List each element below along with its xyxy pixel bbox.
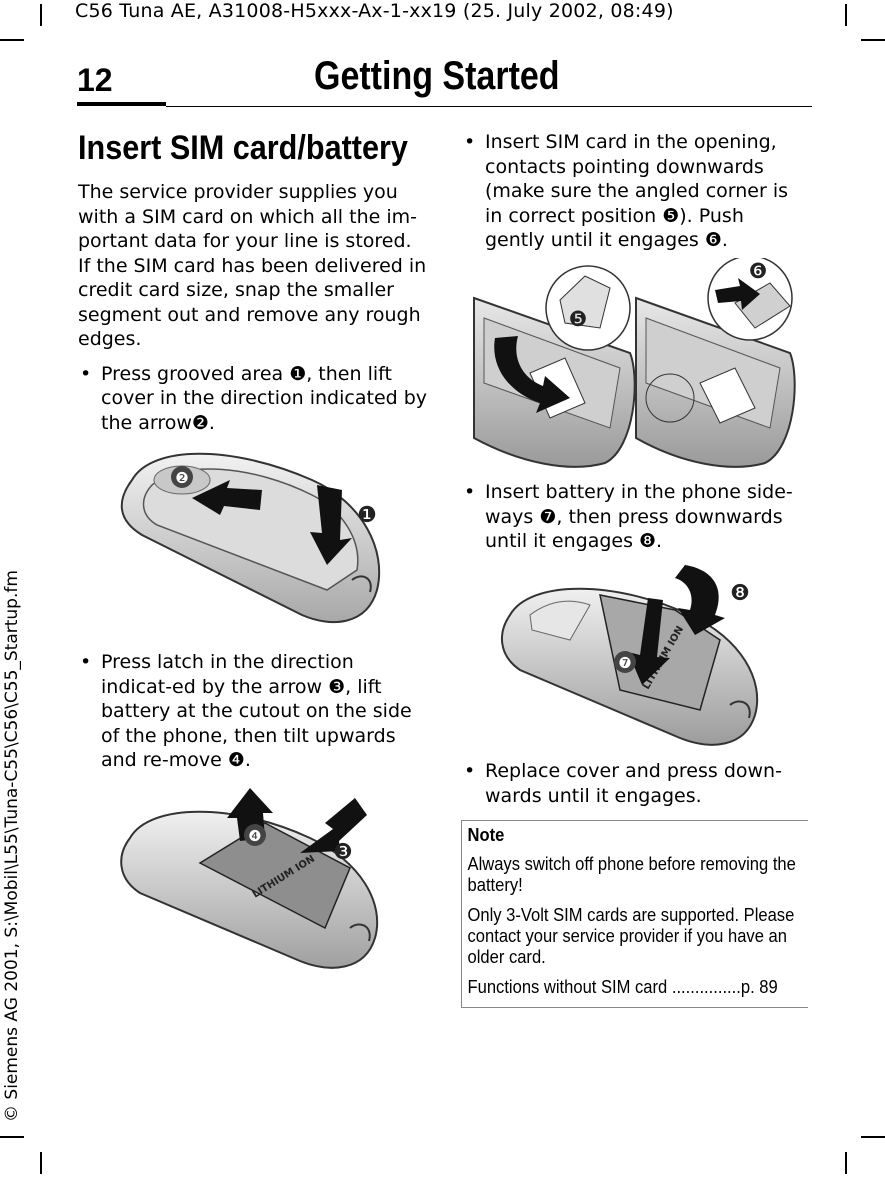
figure-insert-sim — [470, 258, 800, 470]
header-rule-thick — [77, 102, 166, 106]
instruction-bullet: • Insert SIM card in the opening, contacts pointing downwards (make sure the angled corner is in correct position ❺). Push gently until it engages ❻. — [462, 130, 807, 253]
crop-mark — [861, 1136, 885, 1138]
step-marker-label: ❶ — [357, 503, 377, 528]
instruction-bullet: • Insert battery in the phone side-ways ❼, then press downwards until it engages ❽. — [462, 480, 807, 554]
step-marker-label: ❷ — [175, 469, 189, 487]
crop-mark — [0, 1136, 24, 1138]
crop-mark — [861, 39, 885, 41]
crop-mark — [845, 1152, 847, 1174]
crop-mark — [40, 1152, 42, 1174]
right-column-top — [462, 130, 807, 253]
instruction-bullet: • Replace cover and press down-wards until it engages. — [462, 759, 807, 808]
note-text: Only 3-Volt SIM cards are supported. Please contact your service provider if you have an older card. — [467, 905, 795, 967]
figure-insert-battery — [500, 560, 765, 752]
right-column-mid — [462, 480, 807, 554]
note-reference-link[interactable]: Functions without SIM card ...............p. 89 — [467, 977, 778, 997]
crop-mark — [845, 4, 847, 26]
note-box — [461, 820, 808, 1008]
battery-label: ION — [666, 624, 687, 648]
step-marker-label: ❹ — [248, 827, 262, 845]
page-number: 12 — [77, 62, 113, 98]
step-marker-label: ❼ — [618, 654, 632, 672]
battery-label: LITHIUM ION — [250, 853, 317, 901]
step-marker-label: ❻ — [748, 259, 768, 283]
header-rule-thin — [166, 106, 812, 107]
step-marker-label: ❸ — [333, 840, 353, 865]
note-title: Note — [467, 825, 505, 845]
figure-remove-battery — [115, 783, 385, 973]
copyright-side-text: © Siemens AG 2001, S:\Mobil\L55\Tuna-C55\C56\C55_Startup.fm — [2, 570, 22, 1122]
step-marker-label: ❺ — [568, 307, 588, 331]
section-title: Insert SIM card/battery — [78, 129, 408, 167]
instruction-bullet: • Press latch in the direction indicat-ed by the arrow ❸, lift battery at the cutout on the side of the phone, then tilt upwards and re-move ❹. — [78, 650, 428, 773]
note-text: Always switch off phone before removing the battery! — [467, 854, 796, 895]
left-column — [78, 128, 428, 435]
left-column-lower — [78, 650, 428, 773]
instruction-bullet: • Press grooved area ❶, then lift cover in the direction indicated by the arrow❷. — [78, 362, 428, 436]
step-marker-label: ❽ — [730, 581, 750, 606]
intro-paragraph: The service provider supplies you with a SIM card on which all the im-portant data for your line is stored. If the SIM card has been delivered in credit card size, snap the smaller segment out and remove any rough edges. — [78, 181, 427, 350]
sim-panel-left — [474, 266, 635, 467]
document-info-line: C56 Tuna AE, A31008-H5xxx-Ax-1-xx19 (25. July 2002, 08:49) — [75, 0, 674, 22]
sim-panel-right — [636, 258, 795, 467]
chapter-title: Getting Started — [314, 54, 560, 98]
crop-mark — [0, 39, 24, 41]
figure-remove-cover — [112, 440, 387, 630]
crop-mark — [40, 4, 42, 26]
right-column-bottom — [462, 759, 807, 808]
